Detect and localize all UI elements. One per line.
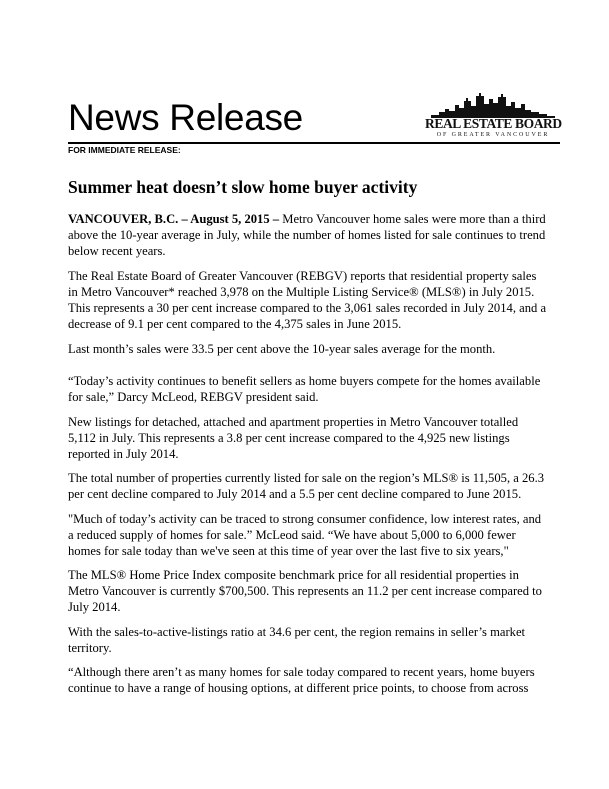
paragraph-2: The Real Estate Board of Greater Vancouver (REBGV) reports that residential property sales in Metro Vancouver* reached 3,978 on the Multiple Listing Service® (MLS®) in July 2015. This represents a 30 per cent increase compared to the 3,061 sales recorded in July 2014, and a decrease of 9.1 per cent compared to the 4,375 sales in June 2015. bbox=[68, 269, 547, 331]
paragraph-5: New listings for detached, attached and apartment properties in Metro Vancouver totalled 5,112 in July. This represents a 3.8 per cent increase compared to the 4,925 new listings reported in July 2014. bbox=[68, 415, 519, 461]
paragraph-1-text: Metro Vancouver home sales were more than a third above the 10-year average in July, while the number of homes listed for sale continues to trend below recent years. bbox=[68, 212, 546, 258]
city-skyline-icon bbox=[431, 92, 555, 118]
real-estate-board-logo bbox=[425, 92, 561, 140]
logo-wordmark: REAL ESTATE BOARD bbox=[425, 116, 562, 131]
paragraph-1 bbox=[68, 211, 548, 259]
header-divider bbox=[68, 142, 560, 144]
paragraph-4: “Today’s activity continues to benefit sellers as home buyers compete for the homes available for sale,” Darcy McLeod, REBGV president said. bbox=[68, 374, 541, 404]
paragraph-8: The MLS® Home Price Index composite benchmark price for all residential properties in Metro Vancouver is currently $700,500. This represents an 11.2 per cent increase compared to July 2014. bbox=[68, 568, 542, 614]
paragraph-6: The total number of properties currently listed for sale on the region’s MLS® is 11,505, a 26.3 per cent decline compared to July 2014 and a 5.5 per cent decline compared to June 2015. bbox=[68, 471, 545, 501]
release-label: FOR IMMEDIATE RELEASE: bbox=[68, 145, 181, 155]
paragraph-7: "Much of today’s activity can be traced to strong consumer confidence, low interest rates, and a reduced supply of homes for sale.” McLeod said. “We have about 5,000 to 6,000 fewer homes for sale today than we've seen at this time of year over the last five to six years," bbox=[68, 512, 542, 558]
headline: Summer heat doesn’t slow home buyer activity bbox=[68, 177, 418, 197]
paragraph-10: “Although there aren’t as many homes for sale today compared to recent years, home buyers continue to have a range of housing options, at different price points, to choose from across bbox=[68, 665, 535, 695]
paragraph-9: With the sales-to-active-listings ratio at 34.6 per cent, the region remains in seller’s market territory. bbox=[68, 625, 526, 655]
dateline: VANCOUVER, B.C. – August 5, 2015 – bbox=[68, 212, 280, 226]
logo-subtitle: OF GREATER VANCOUVER bbox=[436, 132, 550, 138]
paragraph-3: Last month’s sales were 33.5 per cent above the 10-year sales average for the month. bbox=[68, 342, 496, 356]
page-title: News Release bbox=[68, 97, 303, 138]
